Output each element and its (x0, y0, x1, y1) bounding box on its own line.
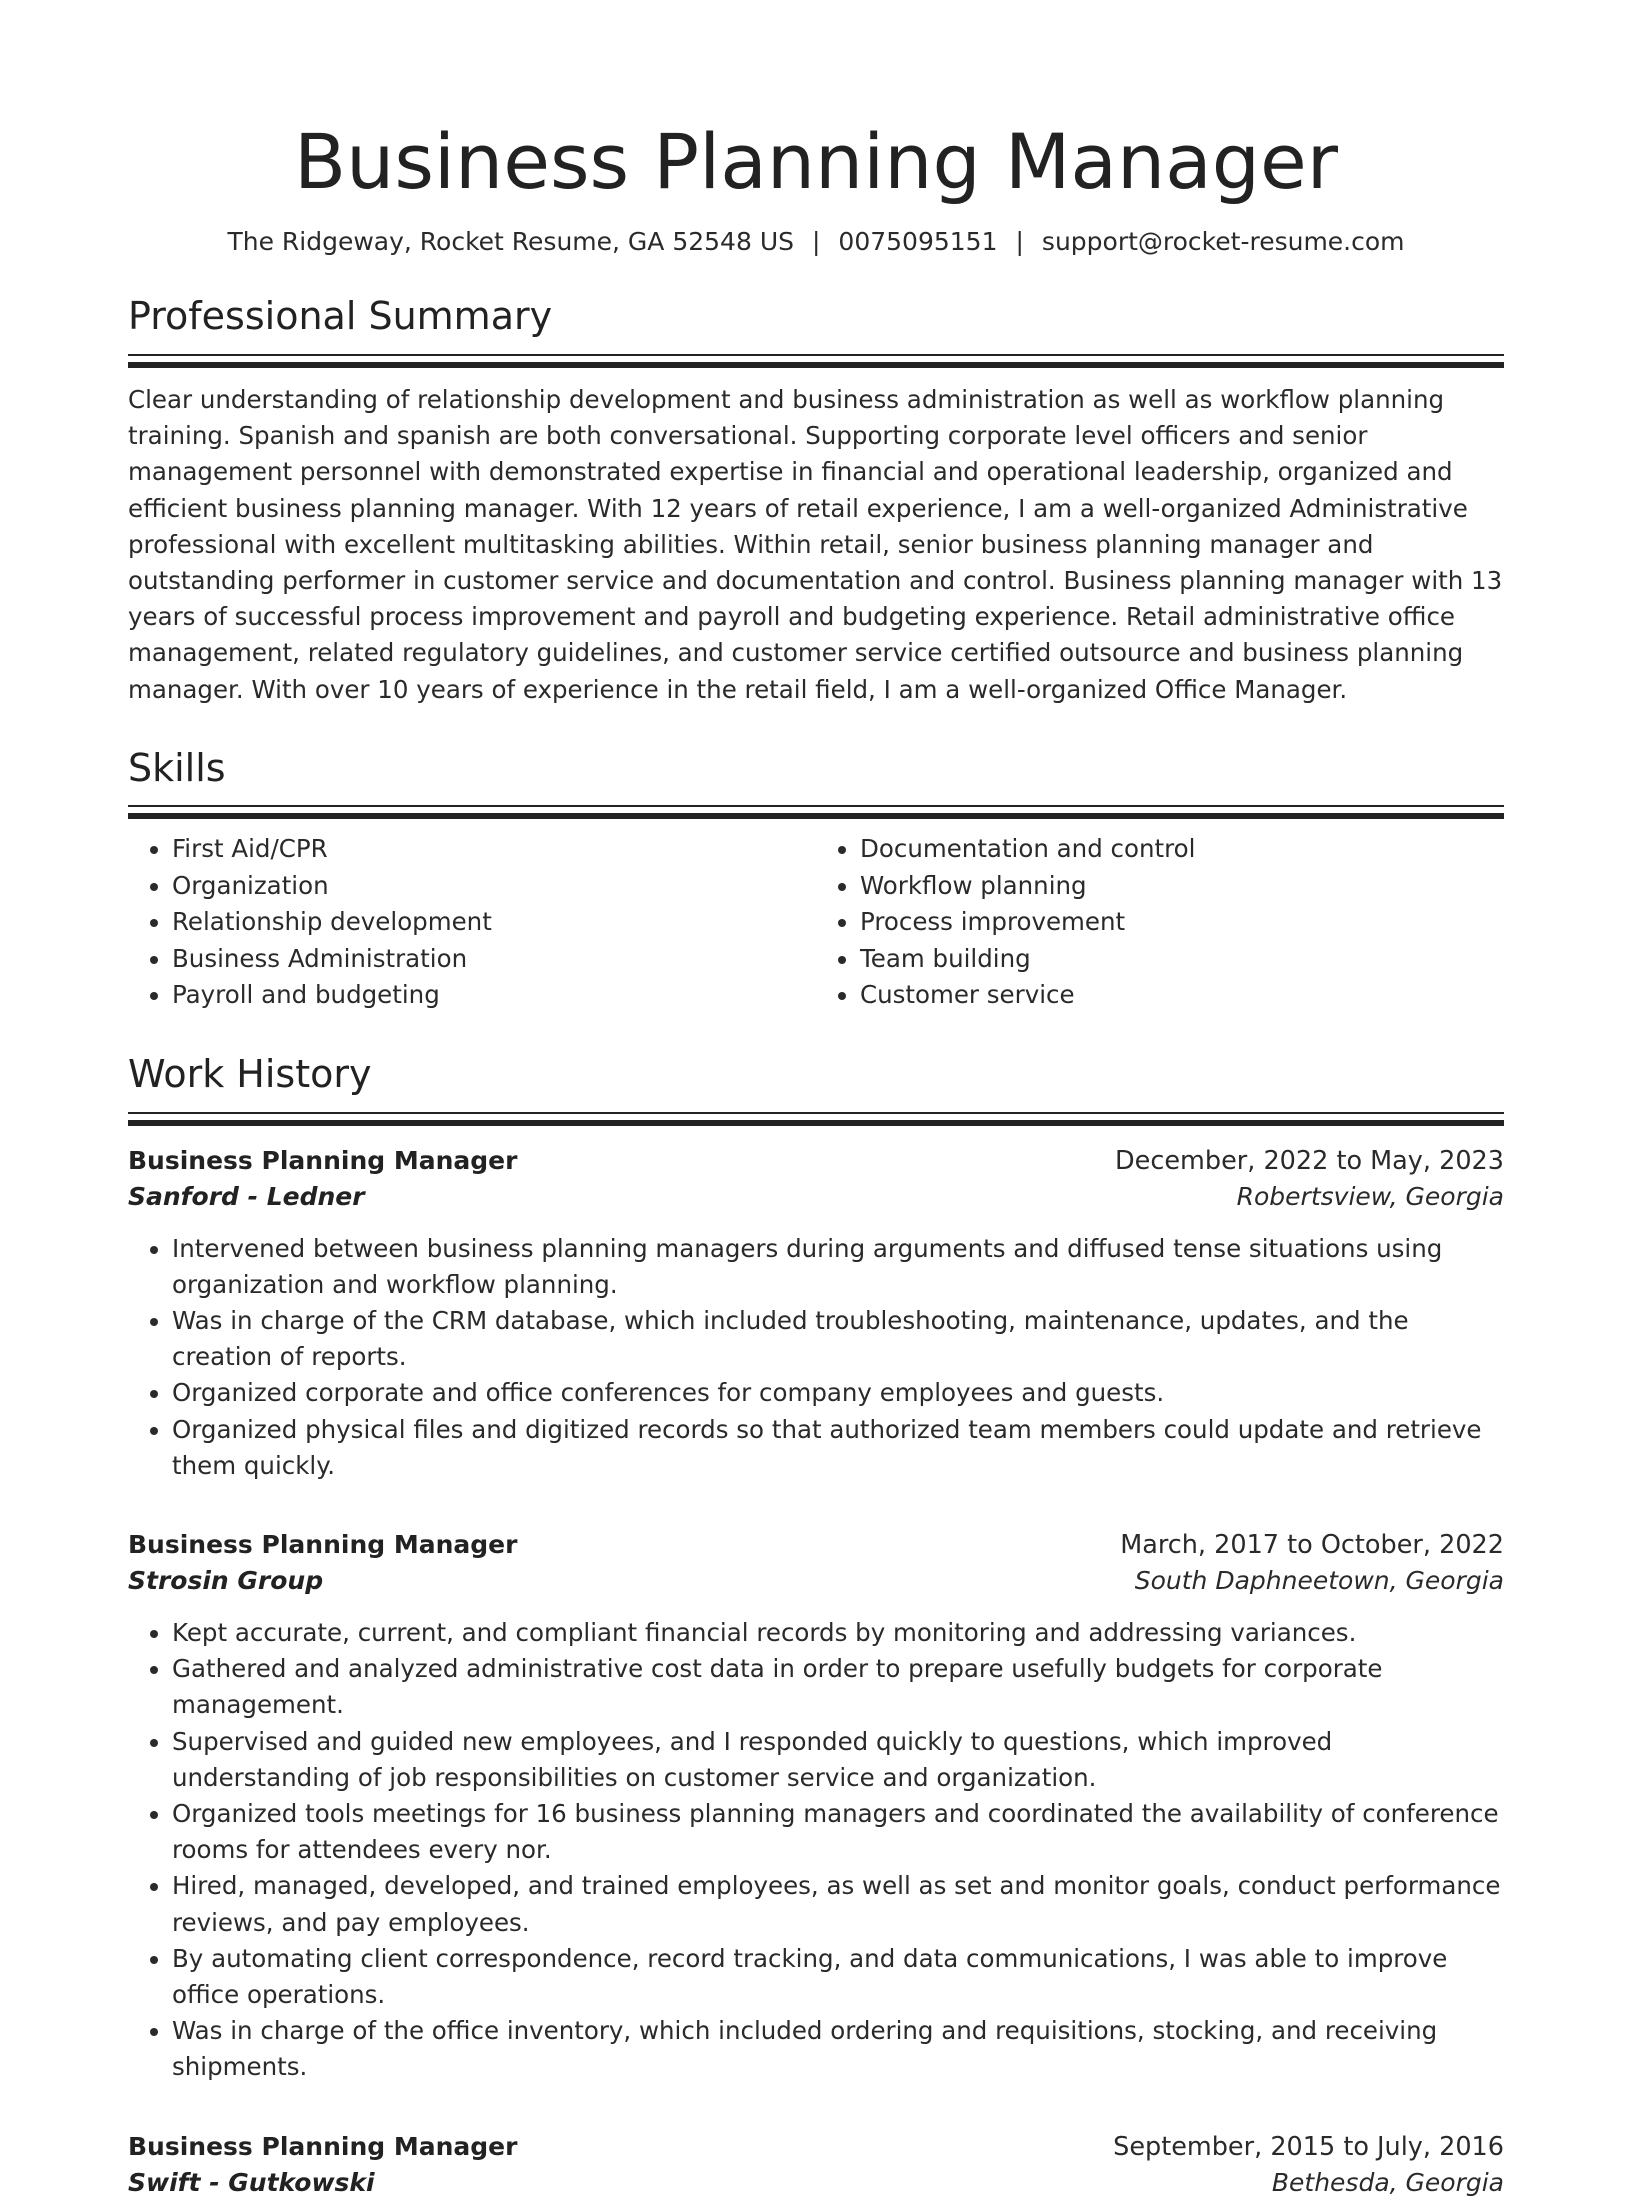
job-bullet: • Was in charge of the CRM database, which included troubleshooting, maintenance, updates, and the creation of reports. (172, 1303, 1504, 1375)
skills-column-left (128, 831, 816, 1014)
job-header-row (128, 1530, 1504, 1560)
skill-item: • Customer service (860, 977, 1504, 1014)
job-bullets (128, 1615, 1504, 2086)
job-location: South Daphneetown, Georgia (1134, 1565, 1504, 1595)
skills-column-right (816, 831, 1504, 1014)
job-company: Swift - Gutkowski (128, 2167, 375, 2197)
job-bullet: • Supervised and guided new employees, and I responded quickly to questions, which improved understanding of job responsibilities on customer service and organization. (172, 1724, 1504, 1796)
job-subheader-row (128, 2162, 1504, 2197)
section-title-skills: Skills (128, 745, 226, 790)
job-entry (128, 1146, 1504, 1484)
job-title: Business Planning Manager (128, 2131, 518, 2161)
job-bullet: • Organized corporate and office conferences for company employees and guests. (172, 1375, 1504, 1411)
skills-list (128, 831, 1504, 1014)
job-title: Business Planning Manager (128, 1529, 518, 1559)
skill-item: • Team building (860, 941, 1504, 978)
job-location: Robertsview, Georgia (1236, 1181, 1504, 1211)
skill-item: • Workflow planning (860, 868, 1504, 905)
job-bullet: • Hired, managed, developed, and trained employees, as well as set and monitor goals, conduct performance reviews, and pay employees. (172, 1868, 1504, 1940)
skill-item: • Payroll and budgeting (172, 977, 816, 1014)
job-dates: December, 2022 to May, 2023 (1115, 1145, 1504, 1176)
contact-phone: 0075095151 (838, 227, 998, 257)
section-divider (128, 1112, 1504, 1126)
job-subheader-row (128, 1560, 1504, 1595)
skill-item: • Organization (172, 868, 816, 905)
contact-line (128, 227, 1504, 256)
skill-item: • Documentation and control (860, 831, 1504, 868)
job-dates: March, 2017 to October, 2022 (1120, 1529, 1504, 1560)
job-bullet: • Intervened between business planning managers during arguments and diffused tense situations using organization and workflow planning. (172, 1231, 1504, 1303)
job-subheader-row (128, 1176, 1504, 1211)
job-title: Business Planning Manager (128, 1145, 518, 1175)
section-title-work-history: Work History (128, 1051, 372, 1096)
section-title-summary: Professional Summary (128, 294, 553, 339)
skill-item: • Relationship development (172, 904, 816, 941)
job-header-row (128, 2132, 1504, 2162)
candidate-name: Business Planning Manager (294, 117, 1338, 206)
contact-email[interactable]: support@rocket-resume.com (1041, 227, 1405, 257)
summary-text: Clear understanding of relationship development and business administration as well as workflow planning training. Spanish and spanish are both conversational. Supporting corporate level officers and senior management personnel with demonstrated expertise in financial and operational leadership, organized and efficient business planning manager. With 12 years of retail experience, I am a well-organized Administrative professional with excellent multitasking abilities. Within retail, senior business planning manager and outstanding performer in customer service and documentation and control. Business planning manager with 13 years of successful process improvement and payroll and budgeting experience. Retail administrative office management, related regulatory guidelines, and customer service certified outsource and business planning manager. With over 10 years of experience in the retail field, I am a well-organized Office Manager. (128, 384, 1503, 704)
contact-separator: | (811, 227, 821, 257)
job-entry (128, 1530, 1504, 2086)
contact-address: The Ridgeway, Rocket Resume, GA 52548 US (227, 227, 794, 257)
job-entry (128, 2132, 1504, 2197)
skill-item: • Business Administration (172, 941, 816, 978)
skill-item: • First Aid/CPR (172, 831, 816, 868)
job-bullet: • By automating client correspondence, record tracking, and data communications, I was able to improve office operations. (172, 1941, 1504, 2013)
job-bullet: • Kept accurate, current, and compliant financial records by monitoring and addressing variances. (172, 1615, 1504, 1651)
job-bullets (128, 1231, 1504, 1484)
section-divider (128, 805, 1504, 819)
job-bullet: • Organized physical files and digitized records so that authorized team members could update and retrieve them quickly. (172, 1412, 1504, 1484)
job-company: Strosin Group (128, 1565, 324, 1595)
job-company: Sanford - Ledner (128, 1181, 365, 1211)
contact-separator: | (1015, 227, 1024, 257)
skill-item: • Process improvement (860, 904, 1504, 941)
job-dates: September, 2015 to July, 2016 (1113, 2131, 1504, 2162)
section-divider (128, 354, 1504, 368)
job-bullet: • Gathered and analyzed administrative cost data in order to prepare usefully budgets for corporate management. (172, 1651, 1504, 1723)
job-bullet: • Was in charge of the office inventory, which included ordering and requisitions, stocking, and receiving shipments. (172, 2013, 1504, 2085)
job-location: Bethesda, Georgia (1271, 2167, 1504, 2197)
job-header-row (128, 1146, 1504, 1176)
job-bullet: • Organized tools meetings for 16 business planning managers and coordinated the availability of conference rooms for attendees every nor. (172, 1796, 1504, 1868)
